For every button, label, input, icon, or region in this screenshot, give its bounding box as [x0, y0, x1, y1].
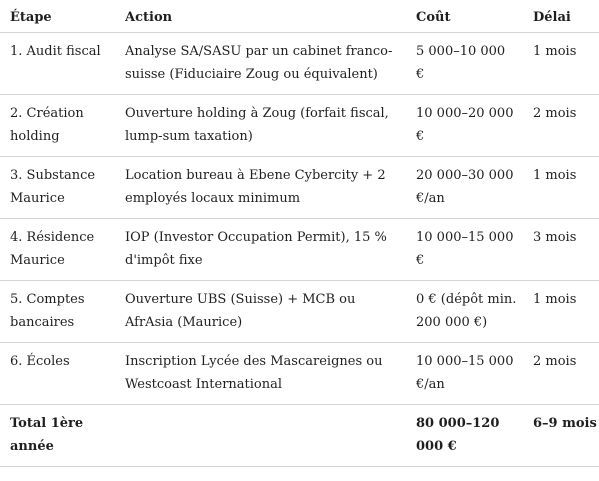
header-cost: Coût	[406, 0, 523, 32]
header-action: Action	[115, 0, 406, 32]
total-delay: 6–9 mois	[523, 404, 599, 466]
cell-step: 5. Comptes bancaires	[0, 280, 115, 342]
cell-delay: 1 mois	[523, 32, 599, 94]
table-row	[0, 280, 599, 342]
cell-delay: 3 mois	[523, 218, 599, 280]
cell-cost: 0 € (dépôt min. 200 000 €)	[406, 280, 523, 342]
table-row	[0, 342, 599, 404]
cell-cost: 20 000–30 000 €/an	[406, 156, 523, 218]
cell-cost: 5 000–10 000 €	[406, 32, 523, 94]
cell-step: 1. Audit fiscal	[0, 32, 115, 94]
cell-delay: 1 mois	[523, 280, 599, 342]
table-row	[0, 32, 599, 94]
cell-action: Ouverture UBS (Suisse) + MCB ou AfrAsia (Maurice)	[115, 280, 406, 342]
cell-step: 4. Résidence Maurice	[0, 218, 115, 280]
cell-delay: 2 mois	[523, 94, 599, 156]
header-delay: Délai	[523, 0, 599, 32]
table-total-row	[0, 404, 599, 466]
total-cost: 80 000–120 000 €	[406, 404, 523, 466]
total-step: Total 1ère année	[0, 404, 115, 466]
header-step: Étape	[0, 0, 115, 32]
cell-action: Analyse SA/SASU par un cabinet franco-suisse (Fiduciaire Zoug ou équivalent)	[115, 32, 406, 94]
cell-cost: 10 000–20 000 €	[406, 94, 523, 156]
total-action	[115, 404, 406, 466]
cell-action: Location bureau à Ebene Cybercity + 2 employés locaux minimum	[115, 156, 406, 218]
cell-cost: 10 000–15 000 €	[406, 218, 523, 280]
cell-step: 3. Substance Maurice	[0, 156, 115, 218]
table-row	[0, 94, 599, 156]
cell-step: 6. Écoles	[0, 342, 115, 404]
table-header-row	[0, 0, 599, 32]
table-row	[0, 218, 599, 280]
cell-delay: 2 mois	[523, 342, 599, 404]
cell-action: Inscription Lycée des Mascareignes ou Westcoast International	[115, 342, 406, 404]
table-row	[0, 156, 599, 218]
cell-action: IOP (Investor Occupation Permit), 15 % d'impôt fixe	[115, 218, 406, 280]
cell-delay: 1 mois	[523, 156, 599, 218]
cell-action: Ouverture holding à Zoug (forfait fiscal, lump-sum taxation)	[115, 94, 406, 156]
cell-step: 2. Création holding	[0, 94, 115, 156]
cell-cost: 10 000–15 000 €/an	[406, 342, 523, 404]
